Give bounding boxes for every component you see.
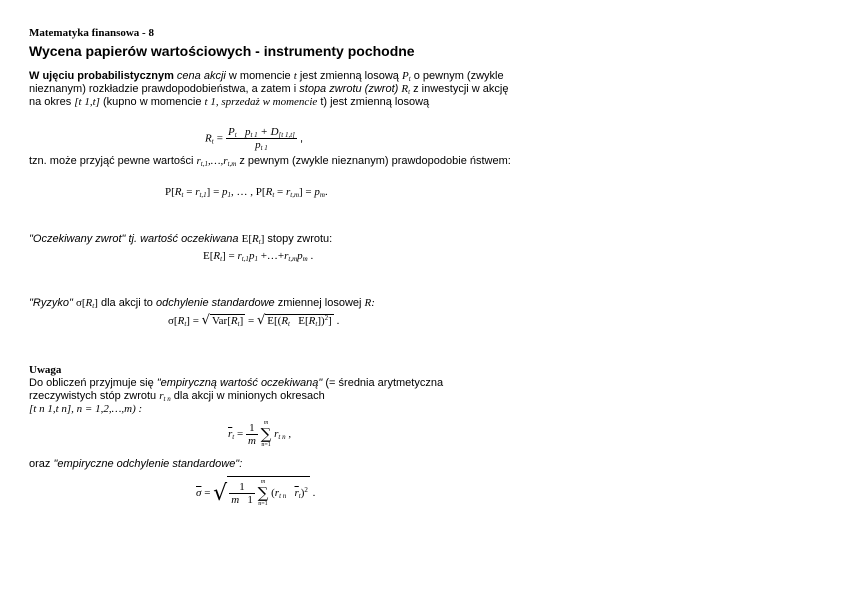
values-paragraph: tzn. może przyjąć pewne wartości $r_{t,1},\dots,r_{t,m}$ z pewnym (zwykle nieznanym) prawdopodobie ństwem: bbox=[29, 155, 511, 168]
note-heading: Uwaga bbox=[29, 364, 62, 376]
expected-symbol: $E[R_t]$ bbox=[241, 233, 265, 246]
interval: [t 1,t] bbox=[74, 96, 100, 108]
intro-return-term: stopa zwrotu (zwrot) bbox=[299, 83, 399, 95]
intro-text: w momencie bbox=[228, 70, 291, 82]
risk-symbol: $\sigma[R_t]$ bbox=[75, 297, 98, 310]
var-P: P bbox=[401, 70, 409, 82]
return-formula: $R_t$ = $\frac{P_t p_{t 1} + D_{[t 1,t]}}{p_{t 1}}$ , bbox=[205, 126, 304, 152]
intro-text: t 1, sprzedaż w momencie bbox=[204, 96, 318, 108]
risk-formula: $\sigma[R_t]$ = √ $Var[R_t]$ = √ $E[(R_t$ $E[R_t])^2$] . bbox=[168, 313, 340, 328]
return-denominator: $p_{t 1}$ bbox=[255, 139, 268, 152]
intro-text: (kupno w momencie bbox=[103, 96, 202, 108]
note-paragraph: Do obliczeń przyjmuje się "empiryczną wartość oczekiwaną" (= średnia arytmetyczna rzeczywistych stóp zwrotu $r_{t n}$ dla akcji w minionych okresach [t n 1,t n], n = 1,2,…,m) : bbox=[29, 377, 444, 415]
page-title: Wycena papierów wartościowych - instrumenty pochodne bbox=[29, 43, 415, 59]
course-header: Matematyka finansowa - 8 bbox=[29, 27, 154, 39]
sd-formula: $\overline{\sigma}$ = √ $\frac{1}{m 1}$ m ∑ n=1 ($r_{t n}$ $\overline{r}_t)^2$ . bbox=[196, 476, 315, 508]
value-list: $r_{t,1},\dots,r_{t,m}$ bbox=[196, 155, 237, 168]
intro-price-term: cena akcji bbox=[176, 70, 226, 82]
var-r: $r_{t n}$ bbox=[159, 390, 171, 403]
var-t: t bbox=[293, 70, 297, 82]
intro-paragraph: W ujęciu probabilistycznym cena akcji w momencie t jest zmienną losową $P_t$ o pewnym (zwykle nieznanym) rozkładzie prawdopodobieństwa, a zatem i stopa zwrotu (zwrot) $R_t$ z inwestycji w akcję na okres [t 1,t] (kupno w momencie t 1, sprzedaż w momencie t) jest zmienną losową bbox=[29, 70, 509, 108]
expected-formula: $E[R_t] = r_{t,1}p_1$ $+\dots+r_{t,m}p_m$ . bbox=[203, 250, 314, 263]
sd-intro-line: oraz "empiryczne odchylenie standardowe": bbox=[29, 458, 243, 470]
var-R: R bbox=[401, 83, 409, 95]
intro-text: z inwestycji w akcję na okres bbox=[29, 83, 509, 108]
mean-formula: $\overline{r}_t$ = $\frac{1}{m}$ m ∑ n=1 $r_{t n}$ , bbox=[228, 420, 292, 448]
period-interval: [t n 1,t n], n = 1,2,…,m) : bbox=[29, 403, 143, 415]
intro-text: t) jest zmienną losową bbox=[320, 96, 430, 108]
intro-lead: W ujęciu probabilistycznym bbox=[29, 70, 174, 82]
expected-return-line: "Oczekiwany zwrot" tj. wartość oczekiwana $E[R_t]$ stopy zwrotu: bbox=[29, 233, 333, 246]
risk-line: "Ryzyko" $\sigma[R_t]$ dla akcji to odchylenie standardowe zmiennej losowej R: bbox=[29, 297, 375, 310]
intro-text: jest zmienną losową bbox=[299, 70, 399, 82]
intro-text: o pewnym (zwykle nieznanym) rozkładzie prawdopodobieństwa, a zatem i bbox=[29, 70, 504, 95]
probability-equation: $P[R_t = r_{t,1}] = p_1$, … , $P[R_t = r_{t,m}] = p_m$. bbox=[165, 186, 328, 199]
return-numerator: $P_t$ $p_{t 1} + D_{[t 1,t]}$ bbox=[228, 126, 295, 139]
